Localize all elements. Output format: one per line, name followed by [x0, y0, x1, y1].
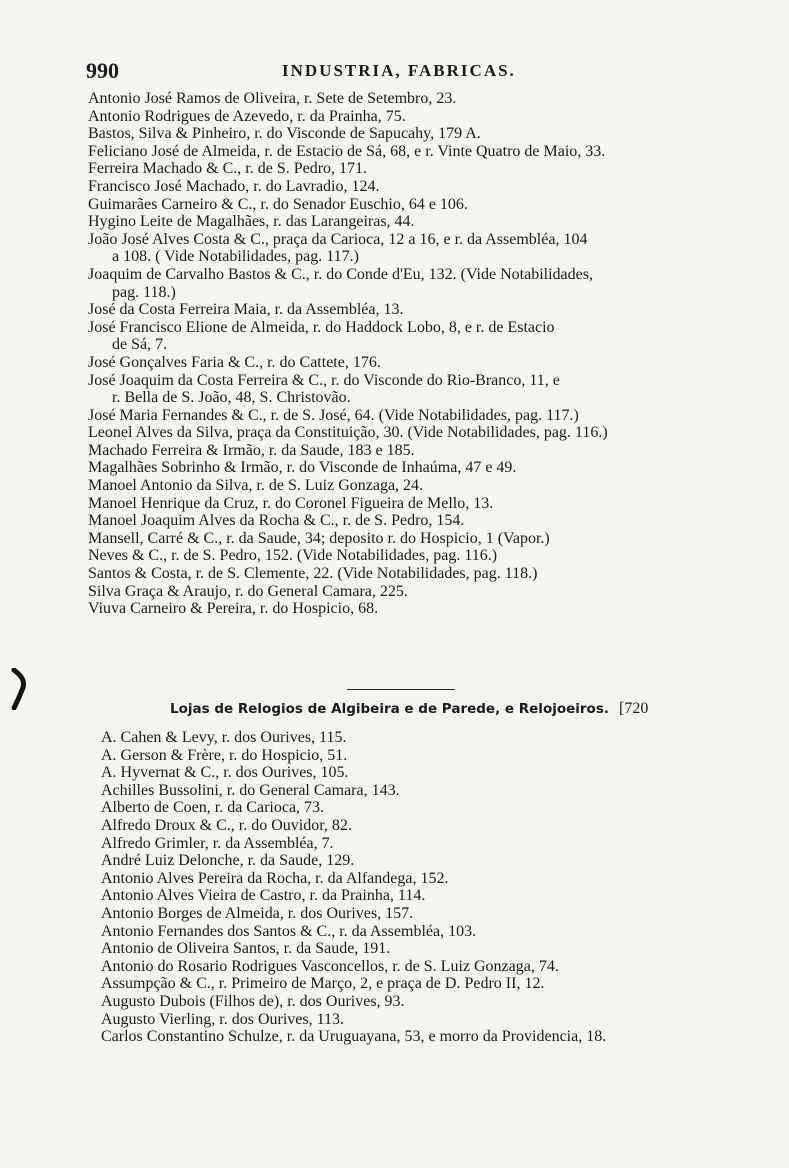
- list-item: Alfredo Droux & C., r. do Ouvidor, 82.: [101, 816, 352, 834]
- list-item: André Luiz Delonche, r. da Saude, 129.: [101, 852, 355, 870]
- list-item: Manoel Joaquim Alves da Rocha & C., r. de S. Pedro, 154.: [88, 512, 465, 530]
- list-item: a 108. ( Vide Notabilidades, pag. 117.): [112, 248, 359, 266]
- list-item: José Joaquim da Costa Ferreira & C., r. do Visconde do Rio-Branco, 11, e: [88, 371, 560, 389]
- list-item: Guimarães Carneiro & C., r. do Senador Euschio, 64 e 106.: [88, 195, 468, 213]
- list-item: Machado Ferreira & Irmão, r. da Saude, 183 e 185.: [88, 441, 415, 459]
- list-item: Achilles Bussolini, r. do General Camara, 143.: [101, 781, 400, 799]
- list-item: Santos & Costa, r. de S. Clemente, 22. (Vide Notabilidades, pag. 118.): [88, 565, 538, 583]
- list-item: Antonio do Rosario Rodrigues Vasconcellos, r. de S. Luiz Gonzaga, 74.: [101, 957, 559, 975]
- directory-list-relogios: [101, 729, 761, 1046]
- running-head: INDUSTRIA, FABRICAS.: [282, 61, 516, 80]
- list-item: Antonio José Ramos de Oliveira, r. Sete de Setembro, 23.: [88, 90, 457, 107]
- list-item: Leonel Alves da Silva, praça da Constituição, 30. (Vide Notabilidades, pag. 116.): [88, 424, 608, 442]
- list-item: r. Bella de S. João, 48, S. Christovão.: [112, 389, 351, 407]
- list-item: Antonio Alves Vieira de Castro, r. da Prainha, 114.: [101, 887, 426, 905]
- list-item: Joaquim de Carvalho Bastos & C., r. do Conde d'Eu, 132. (Vide Notabilidades,: [88, 265, 593, 283]
- list-item: Antonio Rodrigues de Azevedo, r. da Prainha, 75.: [88, 107, 406, 125]
- list-item: Alberto de Coen, r. da Carioca, 73.: [101, 799, 325, 817]
- list-item: Magalhães Sobrinho & Irmão, r. do Visconde de Inhaúma, 47 e 49.: [88, 459, 517, 477]
- page-header: [86, 58, 686, 84]
- list-item: Viuva Carneiro & Pereira, r. do Hospicio, 68.: [88, 600, 379, 618]
- list-item: Ferreira Machado & C., r. de S. Pedro, 171.: [88, 160, 368, 178]
- list-item: Francisco José Machado, r. do Lavradio, 124.: [88, 177, 380, 195]
- list-item: Manoel Henrique da Cruz, r. do Coronel Figueira de Mello, 13.: [88, 494, 494, 512]
- list-item: José Gonçalves Faria & C., r. do Cattete, 176.: [88, 353, 381, 371]
- list-item: A. Hyvernat & C., r. dos Ourives, 105.: [101, 764, 349, 782]
- list-item: pag. 118.): [112, 283, 176, 301]
- list-item: José da Costa Ferreira Maia, r. da Assembléa, 13.: [88, 301, 404, 319]
- list-item: Antonio Alves Pereira da Rocha, r. da Alfandega, 152.: [101, 869, 449, 887]
- section-divider: [347, 689, 455, 690]
- list-item: Feliciano José de Almeida, r. de Estacio de Sá, 68, e r. Vinte Quatro de Maio, 33.: [88, 142, 606, 160]
- list-item: João José Alves Costa & C., praça da Carioca, 12 a 16, e r. da Assembléa, 104: [88, 230, 588, 248]
- list-item: Antonio de Oliveira Santos, r. da Saude, 191.: [101, 940, 391, 958]
- list-item: Neves & C., r. de S. Pedro, 152. (Vide Notabilidades, pag. 116.): [88, 547, 498, 565]
- list-item: Antonio Borges de Almeida, r. dos Ourives, 157.: [101, 904, 414, 922]
- list-item: José Maria Fernandes & C., r. de S. José, 64. (Vide Notabilidades, pag. 117.): [88, 406, 579, 424]
- list-item: Bastos, Silva & Pinheiro, r. do Visconde de Sapucahy, 179 A.: [88, 125, 481, 143]
- list-item: José Francisco Elione de Almeida, r. do Haddock Lobo, 8, e r. de Estacio: [88, 318, 555, 336]
- list-item: Carlos Constantino Schulze, r. da Uruguayana, 53, e morro da Providencia, 18.: [101, 1028, 607, 1046]
- list-item: Alfredo Grimler, r. da Assembléa, 7.: [101, 834, 334, 852]
- list-item: Manoel Antonio da Silva, r. de S. Luiz Gonzaga, 24.: [88, 477, 424, 495]
- list-item: A. Gerson & Frère, r. do Hospicio, 51.: [101, 746, 348, 764]
- directory-list-fabricas: [88, 90, 748, 618]
- page-number: 990: [86, 58, 119, 83]
- list-item: de Sá, 7.: [112, 336, 168, 354]
- list-item: Silva Graça & Araujo, r. do General Camara, 225.: [88, 582, 408, 600]
- list-item: Hygino Leite de Magalhães, r. das Larangeiras, 44.: [88, 213, 415, 231]
- list-item: Antonio Fernandes dos Santos & C., r. da Assembléa, 103.: [101, 922, 477, 940]
- list-item: A. Cahen & Levy, r. dos Ourives, 115.: [101, 729, 347, 746]
- section-heading: [170, 700, 648, 718]
- margin-mark: [10, 668, 30, 710]
- section-title: Lojas de Relogios de Algibeira e de Parede, e Relojoeiros.: [170, 701, 609, 717]
- list-item: Augusto Vierling, r. dos Ourives, 113.: [101, 1010, 345, 1028]
- list-item: Assumpção & C., r. Primeiro de Março, 2, e praça de D. Pedro II, 12.: [101, 975, 545, 993]
- list-item: Augusto Dubois (Filhos de), r. dos Ourives, 93.: [101, 992, 405, 1010]
- list-item: Mansell, Carré & C., r. da Saude, 34; deposito r. do Hospicio, 1 (Vapor.): [88, 529, 550, 547]
- section-number: [720: [619, 700, 649, 717]
